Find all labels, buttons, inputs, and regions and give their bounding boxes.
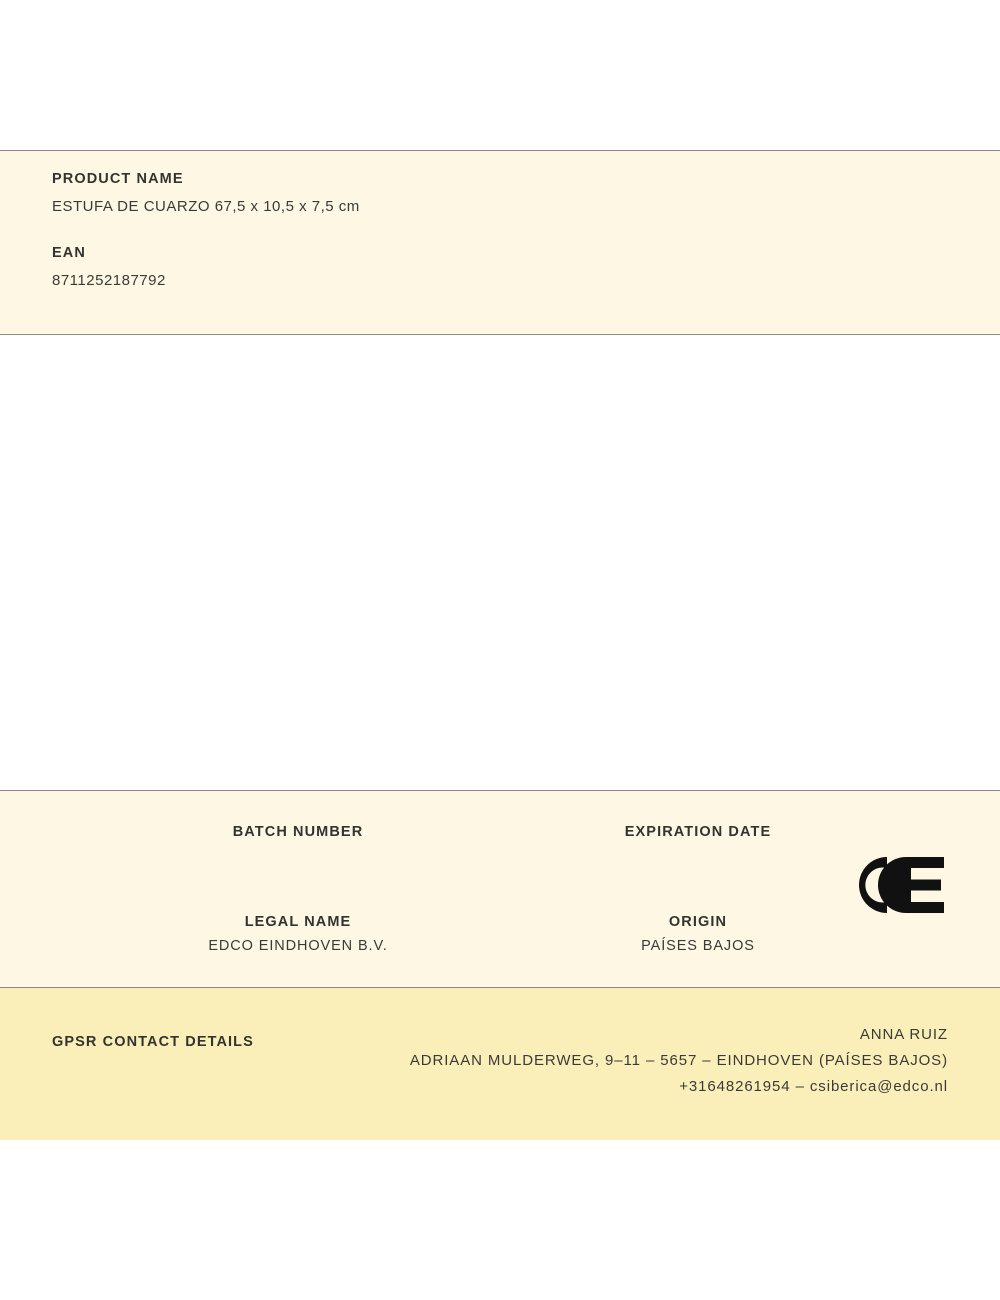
- gpsr-contact-label: GPSR CONTACT DETAILS: [52, 1034, 254, 1050]
- product-name-value: ESTUFA DE CUARZO 67,5 x 10,5 x 7,5 cm: [52, 198, 360, 215]
- ean-label: EAN: [52, 245, 86, 261]
- bottom-margin: [0, 1140, 1000, 1300]
- expiration-date-value: [548, 848, 848, 866]
- gpsr-contact-lines: [410, 1022, 948, 1100]
- product-name-label: PRODUCT NAME: [52, 171, 184, 187]
- product-details-block: [0, 790, 1000, 988]
- legal-name-value: EDCO EINDHOVEN B.V.: [208, 938, 388, 954]
- legal-name-cell: [148, 914, 448, 956]
- gpsr-contact-phone-email: +31648261954 – csiberica@edco.nl: [679, 1078, 948, 1095]
- product-name-group: [52, 171, 948, 215]
- blank-content-area: [0, 335, 1000, 790]
- origin-label: ORIGIN: [668, 914, 728, 930]
- batch-number-cell: [148, 824, 448, 866]
- gpsr-contact-block: [0, 988, 1000, 1140]
- gpsr-contact-address: ADRIAAN MULDERWEG, 9–11 – 5657 – EINDHOVEN (PAÍSES BAJOS): [409, 1052, 948, 1069]
- origin-value: PAÍSES BAJOS: [641, 938, 755, 954]
- origin-cell: [548, 914, 848, 956]
- batch-number-label: BATCH NUMBER: [232, 824, 364, 840]
- ce-mark-icon: [848, 851, 948, 919]
- ean-group: [52, 245, 948, 289]
- product-info-block: [0, 150, 1000, 335]
- legal-origin-row: [0, 914, 1000, 956]
- gpsr-contact-name: ANNA RUIZ: [859, 1026, 948, 1043]
- expiration-date-cell: [548, 824, 848, 866]
- expiration-date-label: EXPIRATION DATE: [624, 824, 772, 840]
- legal-name-label: LEGAL NAME: [244, 914, 352, 930]
- ean-value: 8711252187792: [52, 272, 166, 289]
- batch-number-value: [148, 848, 448, 866]
